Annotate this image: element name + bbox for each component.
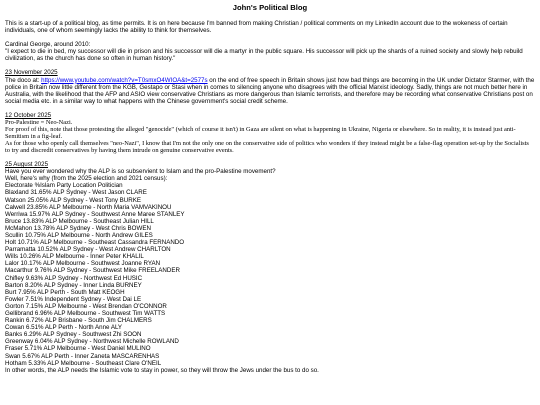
post-body (5, 77, 535, 105)
post-body (5, 119, 535, 154)
electorate-row: Chifley 9.63% ALP Sydney - Northwest Ed HUSIC (5, 274, 143, 282)
post-oct-2025 (5, 112, 535, 154)
post-date: 25 August 2025 (5, 161, 49, 169)
post-closing: In other words, the ALP needs the Islamic vote to stay in power, so they will throw the Jews under the bus to do so. (5, 366, 319, 374)
post-paragraph: For proof of this, note that those protesting the alleged "genocide" (which of course it isn't) in Gaza are silent on what is happening in Ukraine, Nigeria or elsewhere. So in reality, it is instead just anti-Semitism in a fig-leaf. (5, 126, 516, 141)
electorate-row: Blaxland 31.65% ALP Sydney - West Jason CLARE (5, 189, 147, 197)
quote-heading: Cardinal George, around 2010: (5, 41, 91, 49)
electorate-row: McMahon 13.78% ALP Sydney - West Chris BOWEN (5, 224, 151, 232)
post-date: 12 October 2025 (5, 111, 52, 119)
post-line: Have you ever wondered why the ALP is so subservient to Islam and the pro-Palestine movement? (5, 168, 276, 176)
electorate-row: Gorton 7.15% ALP Melbourne - West Brendan O'CONNOR (5, 302, 167, 310)
electorate-row: Greenway 6.04% ALP Sydney - Northwest Michelle ROWLAND (5, 338, 179, 346)
electorate-row: Swan 5.67% ALP Perth - Inner Zaneta MASCARENHAS (5, 352, 160, 360)
electorate-row: Wills 10.26% ALP Melbourne - Inner Peter KHALIL (5, 253, 144, 261)
electorate-row: Macarthur 9.76% ALP Sydney - Southwest Mike FREELANDER (5, 267, 180, 275)
post-text-after: on the end of free speech in Britain shows just how bad things are becoming in the UK under Dictator Starmer, with the police in Britain now little different from the KGB, Gestapo or Stasi when in comes to silencing anyone who disagrees with the official Marxist ideology. Sadly, things are not much better here in Australia, with the likelihood that the AFP and ASIO view conservative Christians as more dangerous than Islamic terrorists, and therefore may be recording what conservative Christians post on social media etc. in a similar way to what happens with the Chinese government's social credit scheme. (5, 76, 535, 105)
electorate-list (5, 182, 535, 366)
electorate-row: Lalor 10.17% ALP Melbourne - Southwest Joanne RYAN (5, 260, 161, 268)
electorate-row: Banks 6.29% ALP Sydney - Southwest Zhi SOON (5, 331, 142, 339)
post-paragraph: As for those who openly call themselves "neo-Nazi", I know that I'm not the only one on the conservative side of politics who wonders if they instead might be a false-flag operation set-up by the Socialists to try and discredit conservatives by having them intrude on genuine conservative events. (5, 140, 529, 155)
electorate-row: Watson 25.05% ALP Sydney - West Tony BURKE (5, 196, 141, 204)
electorate-row: Scullin 10.75% ALP Melbourne - North Andrew GILES (5, 231, 153, 239)
post-nov-2025 (5, 69, 535, 104)
youtube-link[interactable]: https://www.youtube.com/watch?v=T0smxO4WIOA&t=2577s (41, 76, 208, 84)
post-date: 23 November 2025 (5, 69, 58, 77)
blog-intro: This is a start-up of a political blog, as time permits. It is on here because I'm banned from making Christian / political comments on my LinkedIn account due to the wokeness of certain individuals, one of whom seemingly lacks the ability to think for themselves. (5, 20, 508, 35)
post-aug-2025 (5, 161, 535, 374)
electorate-row: Fraser 5.71% ALP Melbourne - West Daniel MULINO (5, 345, 151, 353)
electorate-row: Fowler 7.51% Independent Sydney - West Dai LE (5, 295, 142, 303)
electorate-row: Bruce 13.83% ALP Melbourne - Southeast Julian HILL (5, 217, 154, 225)
post-text-before: The doco at: (5, 76, 42, 84)
electorate-row: Parramatta 10.52% ALP Sydney - West Andrew CHARLTON (5, 246, 171, 254)
electorate-row: Werriwa 15.97% ALP Sydney - Southwest Anne Maree STANLEY (5, 210, 185, 218)
electorate-row: Cowan 6.51% ALP Perth - North Anne ALY (5, 324, 123, 332)
post-line: Well, here's why (from the 2025 election and 2021 census): (5, 175, 168, 183)
electorate-row: Gellibrand 6.96% ALP Melbourne - Southwest Tim WATTS (5, 310, 166, 317)
electorate-row: Burt 7.95% ALP Perth - South Matt KEOGH (5, 288, 125, 296)
electorate-row: Rankin 6.72% ALP Brisbane - South Jim CHALMERS (5, 317, 152, 325)
electorate-row: Barton 8.20% ALP Sydney - Inner Linda BURNEY (5, 281, 142, 289)
electorate-row: Calwell 23.85% ALP Melbourne - North Maria VAMVAKINOU (5, 203, 172, 211)
electorate-row: Holt 10.71% ALP Melbourne - Southeast Cassandra FERNANDO (5, 239, 185, 247)
electorate-list-header: Electorate %Islam Party Location Politician (5, 182, 123, 190)
electorate-row: Hotham 5.33% ALP Melbourne - Southeast Clare O'NEIL (5, 359, 162, 367)
post-heading: Pro-Palestine = Neo-Nazi. (5, 119, 73, 127)
quote-section (5, 41, 535, 62)
blog-title: John's Political Blog (232, 3, 308, 12)
quote-text: "I expect to die in bed, my successor will die in prison and his successor will die a martyr in the public square. His successor will pick up the shards of a ruined society and slowly help rebuild civilization, as the church has done so often in human history." (5, 48, 523, 63)
